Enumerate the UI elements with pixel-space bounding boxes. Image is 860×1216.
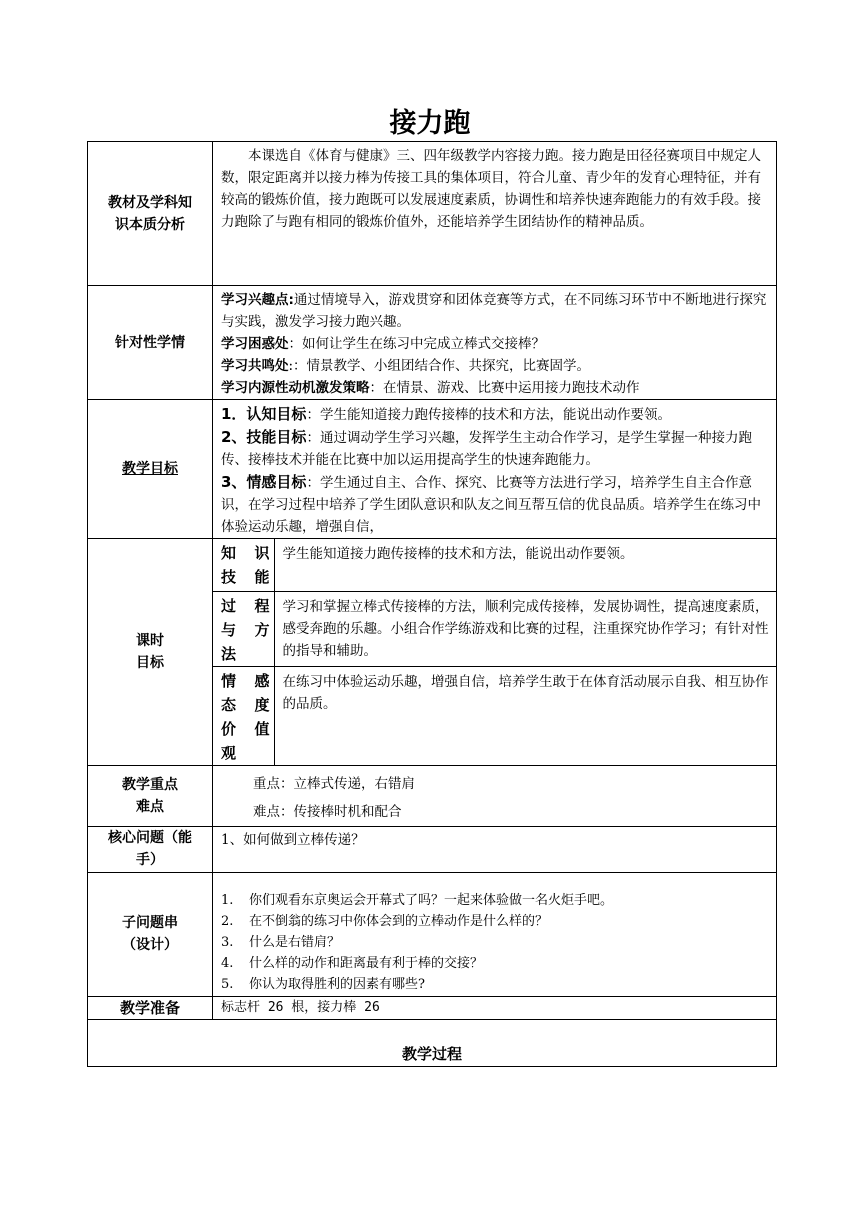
preparation-text: 标志杆 26 根，接力棒 26 [213, 996, 777, 1019]
label-line: 核心问题（能 [108, 830, 192, 846]
lesson-plan-table [87, 141, 777, 1067]
row-key-points [88, 765, 777, 826]
sub-label-line: 价值 [221, 719, 270, 738]
learners-cell [213, 286, 777, 400]
learner-item [221, 377, 770, 399]
row-sub-questions [88, 872, 777, 996]
subgoal-text: 学习和掌握立棒式传接棒的方法，顺利完成传接棒，发展协调性，提高速度素质，感受奔跑的乐趣。小组合作学练游戏和比赛的过程，注重探究协作学习；有针对性的指导和辅助。 [274, 591, 776, 666]
subgoal-process [213, 591, 776, 666]
learner-key: 学习兴趣点: [221, 292, 294, 308]
label-line: 难点 [136, 798, 164, 815]
sub-label-line: 与方 [221, 620, 270, 639]
row-preparation [88, 996, 777, 1019]
subgoal-text: 在练习中体验运动乐趣，增强自信，培养学生敢于在体育活动展示自我、相互协作的品质。 [282, 673, 769, 712]
learner-item [221, 355, 770, 377]
sub-label-line: 态度 [221, 695, 270, 714]
goal-key: 1．认知目标 [221, 405, 307, 423]
label-lesson-goals [88, 539, 213, 766]
label-key-points [88, 765, 213, 826]
label-analysis [88, 142, 213, 286]
goal-key: 3、情感目标 [221, 473, 307, 491]
sub-label-line: 观 [221, 743, 237, 762]
item-number: 1. [221, 892, 234, 908]
goals-cell [213, 400, 777, 539]
label-line: 手） [136, 852, 164, 868]
label-line: 目标 [136, 654, 164, 671]
subgoal-label [213, 591, 274, 666]
analysis-cell [213, 142, 777, 286]
sub-label-line: 过程 [221, 596, 270, 615]
core-question-text: 1、如何做到立棒传递？ [221, 831, 365, 848]
item-text: 你认为取得胜利的因素有哪些? [249, 976, 425, 992]
page-title: 接力跑 [389, 108, 471, 139]
learner-key: 学习内源性动机激发策略 [221, 380, 370, 396]
list-item [221, 890, 770, 911]
item-text: 你们观看东京奥运会开幕式了吗？一起来体验做一名火炬手吧。 [249, 892, 614, 908]
goal-text: ：学生通过自主、合作、探究、比赛等方法进行学习，培养学生自主合作意识，在学习过程中培养了学生团队意识和队友之间互帮互信的优良品质。培养学生在练习中体验运动乐趣，增强自信， [221, 475, 761, 535]
learner-text: ：如何让学生在练习中完成立棒式交接棒？ [288, 336, 545, 352]
label-preparation: 教学准备 [88, 996, 213, 1019]
difficulty-text: 难点：传接棒时机和配合 [253, 803, 402, 820]
learner-key: 学习共鸣处 [221, 358, 289, 374]
subgoal-label [213, 666, 274, 765]
row-process [88, 1019, 777, 1066]
subgoal-text: 学生能知道接力跑传接棒的技术和方法，能说出动作要领。 [274, 539, 776, 591]
item-text: 在不倒翁的练习中你体会到的立棒动作是什么样的？ [249, 913, 549, 929]
label-goals [88, 400, 213, 539]
focus-text: 重点：立棒式传递，右错肩 [253, 775, 415, 792]
item-text: 什么样的动作和距离最有利于棒的交接？ [249, 955, 484, 971]
sub-label-line: 情感 [221, 671, 270, 690]
list-item [221, 953, 770, 974]
list-item [221, 911, 770, 932]
learner-text: 通过情境导入，游戏贯穿和团体竞赛等方式，在不同练习环节中不断地进行探究与实践，激发学习接力跑兴趣。 [221, 292, 767, 330]
learner-key: 学习困惑处 [221, 336, 289, 352]
analysis-text: 本课选自《体育与健康》三、四年级教学内容接力跑。接力跑是田径径赛项目中规定人数，限定距离并以接力棒为传接工具的集体项目，符合儿童、青少年的发育心理特征，并有较高的锻炼价值，接力跑既可以发展速度素质，协调性和培养快速奔跑能力的有效手段。接力跑除了与跑有相同的锻炼价值外，还能培养学生团结协作的精神品质。 [221, 148, 761, 230]
goal-key: 2、技能目标 [221, 428, 307, 446]
list-item [221, 974, 770, 995]
goal-text: ：通过调动学生学习兴趣，发挥学生主动合作学习，是学生掌握一种接力跑传、接棒技术并能在比赛中加以运用提高学生的快速奔跑能力。 [221, 430, 752, 468]
sub-label-line: 技能 [221, 568, 270, 586]
item-number: 5. [221, 976, 234, 992]
sub-question-list [221, 890, 770, 995]
label-learners: 针对性学情 [88, 286, 213, 400]
label-core-question [88, 826, 213, 872]
label-line: 教材及学科知 [108, 194, 192, 211]
goal-item [221, 471, 770, 538]
learner-text: ：在情景、游戏、比赛中运用接力跑技术动作 [369, 380, 640, 396]
label-line: 子问题串 [122, 915, 178, 931]
item-text: 什么是右错肩？ [249, 934, 341, 950]
sub-label-line: 知识 [221, 544, 270, 562]
label-sub-questions [88, 872, 213, 996]
process-heading: 教学过程 [88, 1019, 777, 1066]
label-line: 识本质分析 [115, 216, 185, 233]
label-line: 课时 [136, 632, 164, 649]
lesson-goals-subtable [213, 539, 776, 765]
goal-text: ：学生能知道接力跑传接棒的技术和方法，能说出动作要领。 [306, 407, 671, 423]
learner-item [221, 289, 770, 333]
row-goals [88, 400, 777, 539]
learner-item [221, 333, 770, 355]
subgoal-attitude [213, 666, 776, 765]
row-learners [88, 286, 777, 400]
sub-questions-cell [213, 872, 777, 996]
list-item [221, 932, 770, 953]
goal-item [221, 403, 770, 426]
item-number: 3. [221, 934, 234, 950]
row-lesson-goals [88, 539, 777, 766]
core-question-cell [213, 826, 777, 872]
key-points-cell [213, 765, 777, 826]
label-line: （设计） [122, 937, 178, 953]
goal-item [221, 426, 770, 471]
sub-label-line: 法 [221, 644, 237, 663]
lesson-goals-cell [213, 539, 777, 766]
row-core-question [88, 826, 777, 872]
item-number: 4. [221, 955, 234, 971]
row-analysis [88, 142, 777, 286]
subgoal-label [213, 539, 274, 591]
goals-label-text: 教学目标 [122, 461, 178, 477]
subgoal-knowledge [213, 539, 776, 591]
learner-text: :：情景教学、小组团结合作、共探究，比赛固学。 [288, 358, 591, 374]
label-line: 教学重点 [122, 776, 178, 793]
item-number: 2. [221, 913, 234, 929]
